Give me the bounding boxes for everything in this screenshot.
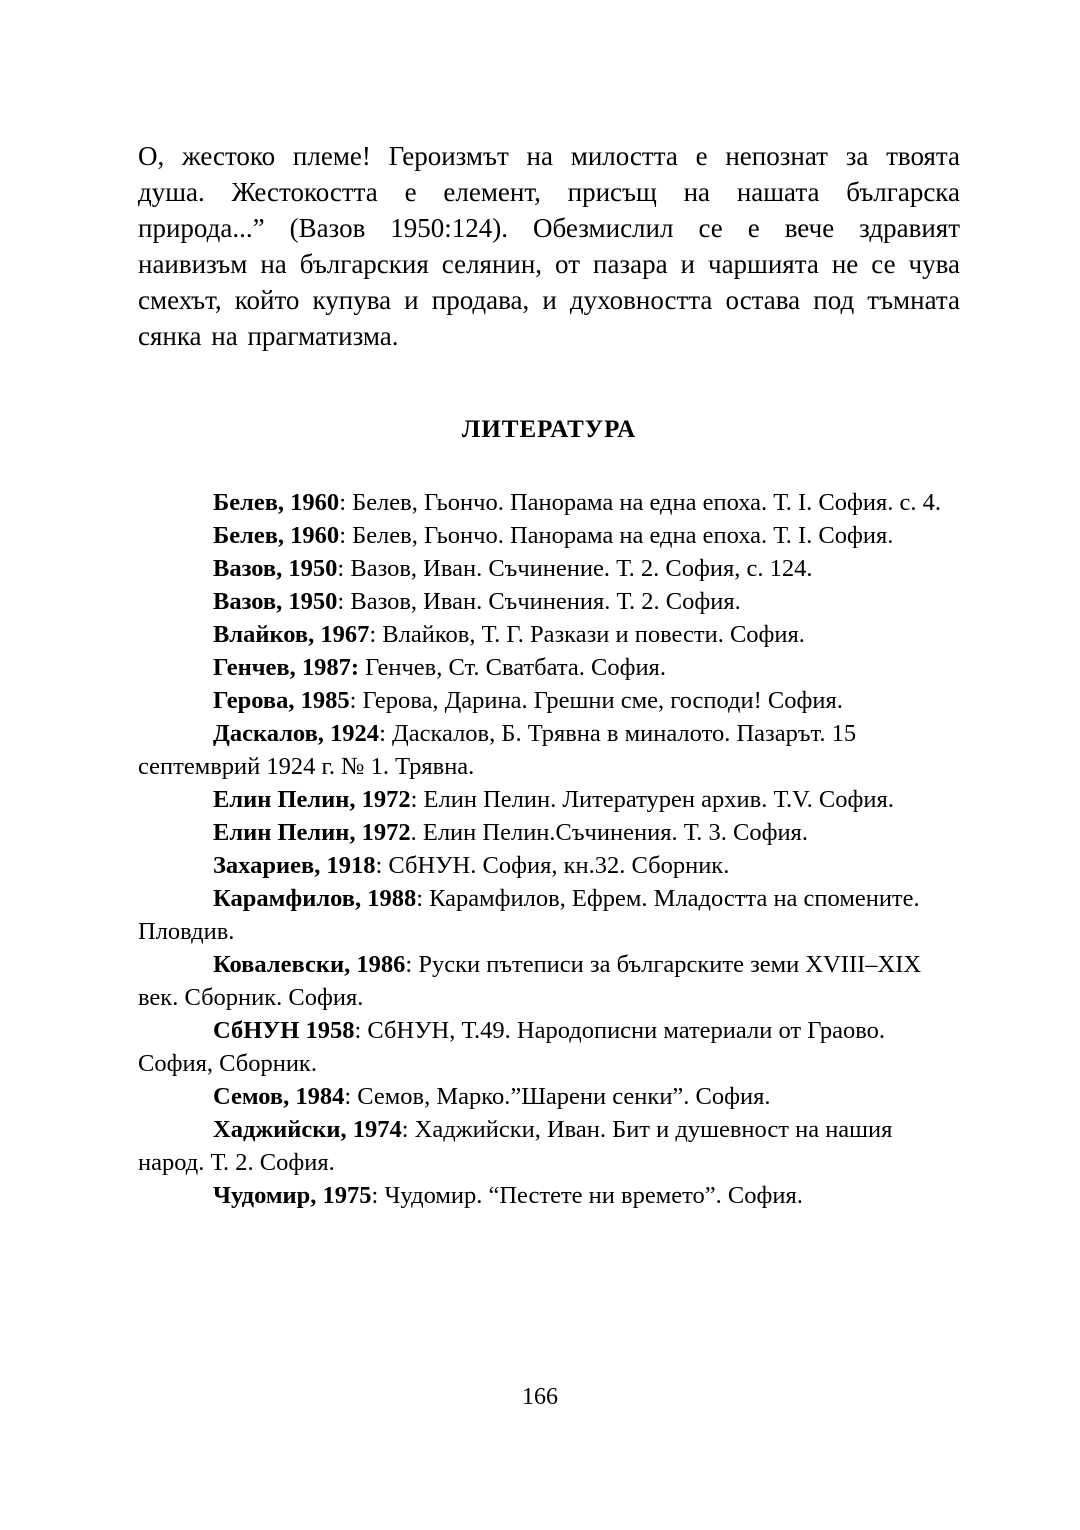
bib-entry-text: : Белев, Гьончо. Панорама на една епоха. Т. I. София. с. 4. — [339, 489, 942, 516]
bibliography-list — [138, 486, 960, 1212]
bib-entry-text: : Семов, Марко.”Шарени сенки”. София. — [344, 1083, 771, 1110]
bib-entry — [138, 1080, 960, 1113]
bib-entry — [138, 585, 960, 618]
bib-entry-text: : Елин Пелин. Литературен архив. Т.V. София. — [410, 786, 894, 813]
bib-entry-label: Семов, 1984 — [213, 1083, 345, 1110]
bib-entry-text: : Вазов, Иван. Съчинение. Т. 2. София, с. 124. — [337, 555, 813, 582]
section-heading-literature: ЛИТЕРАТУРА — [461, 416, 637, 443]
bib-entry-label: Вазов, 1950 — [213, 588, 338, 615]
bib-entry — [138, 618, 960, 651]
bib-entry-text: : Чудомир. “Пестете ни времето”. София. — [371, 1182, 803, 1209]
bib-entry-label: Чудомир, 1975 — [213, 1182, 372, 1209]
bib-entry — [138, 1179, 960, 1212]
bib-entry-label: Ковалевски, 1986 — [213, 951, 406, 978]
bib-entry-text: : Хаджийски, Иван. Бит и душевност на нашия народ. Т. 2. София. — [138, 1116, 893, 1176]
bib-entry — [138, 783, 960, 816]
bib-entry-text: : Даскалов, Б. Трявна в миналото. Пазарът. 15 септемврий 1924 г. № 1. Трявна. — [138, 720, 857, 780]
bib-entry — [138, 552, 960, 585]
bib-entry-text: : Карамфилов, Ефрем. Младостта на спомените. Пловдив. — [138, 885, 920, 945]
bib-entry-label: Елин Пелин, 1972 — [213, 786, 411, 813]
bib-entry-label: Карамфилов, 1988 — [213, 885, 417, 912]
bib-entry — [138, 717, 960, 783]
bib-entry-label: Захариев, 1918 — [213, 852, 376, 879]
bib-entry — [138, 816, 960, 849]
bib-entry-text: : СбНУН. София, кн.32. Сборник. — [375, 852, 730, 879]
bib-entry-label: Влайков, 1967 — [213, 621, 370, 648]
bib-entry-text: : Руски пътеписи за българските земи XVIII–XIX век. Сборник. София. — [138, 951, 922, 1011]
bib-entry-text: : Белев, Гьончо. Панорама на една епоха. Т. I. София. — [339, 522, 894, 549]
bib-entry-label: Елин Пелин, 1972 — [213, 819, 411, 846]
bib-entry-text: . Елин Пелин.Съчинения. Т. 3. София. — [410, 819, 808, 846]
bib-entry — [138, 1113, 960, 1179]
bib-entry — [138, 486, 960, 519]
bib-entry — [138, 948, 960, 1014]
bib-entry-text: : Влайков, Т. Г. Разкази и повести. София. — [369, 621, 805, 648]
bib-entry — [138, 684, 960, 717]
bib-entry-label: Генчев, 1987: — [213, 654, 360, 681]
bib-entry-text: : Вазов, Иван. Съчинения. Т. 2. София. — [337, 588, 741, 615]
bib-entry-label: Вазов, 1950 — [213, 555, 338, 582]
bib-entry-label: СбНУН 1958 — [213, 1017, 355, 1044]
bib-entry-text: : СбНУН, Т.49. Народописни материали от Граово. София, Сборник. — [138, 1017, 885, 1077]
bib-entry — [138, 1014, 960, 1080]
bib-entry-text: : Герова, Дарина. Грешни сме, господи! София. — [349, 687, 843, 714]
bib-entry — [138, 849, 960, 882]
page-content — [138, 138, 960, 1212]
bib-entry-label: Герова, 1985 — [213, 687, 350, 714]
bib-entry-label: Белев, 1960 — [213, 489, 340, 516]
bib-entry — [138, 882, 960, 948]
bib-entry-label: Хаджийски, 1974 — [213, 1116, 402, 1143]
bib-entry-label: Даскалов, 1924 — [213, 720, 380, 747]
lead-paragraph: О, жестоко племе! Героизмът на милостта е непознат за твоята душа. Жестокостта е елемент, присъщ на нашата българска природа...” (Вазов 1950:124). Обезмислил се е вече здравият наивизъм на българския селянин, от пазара и чаршията не се чува смехът, който купува и продава, и духовността остава под тъмната сянка на прагматизма. — [138, 141, 960, 351]
bib-entry-text: Генчев, Ст. Сватбата. София. — [359, 654, 666, 681]
page-number: 166 — [522, 1384, 558, 1410]
bib-entry-label: Белев, 1960 — [213, 522, 340, 549]
bib-entry — [138, 519, 960, 552]
bib-entry — [138, 651, 960, 684]
